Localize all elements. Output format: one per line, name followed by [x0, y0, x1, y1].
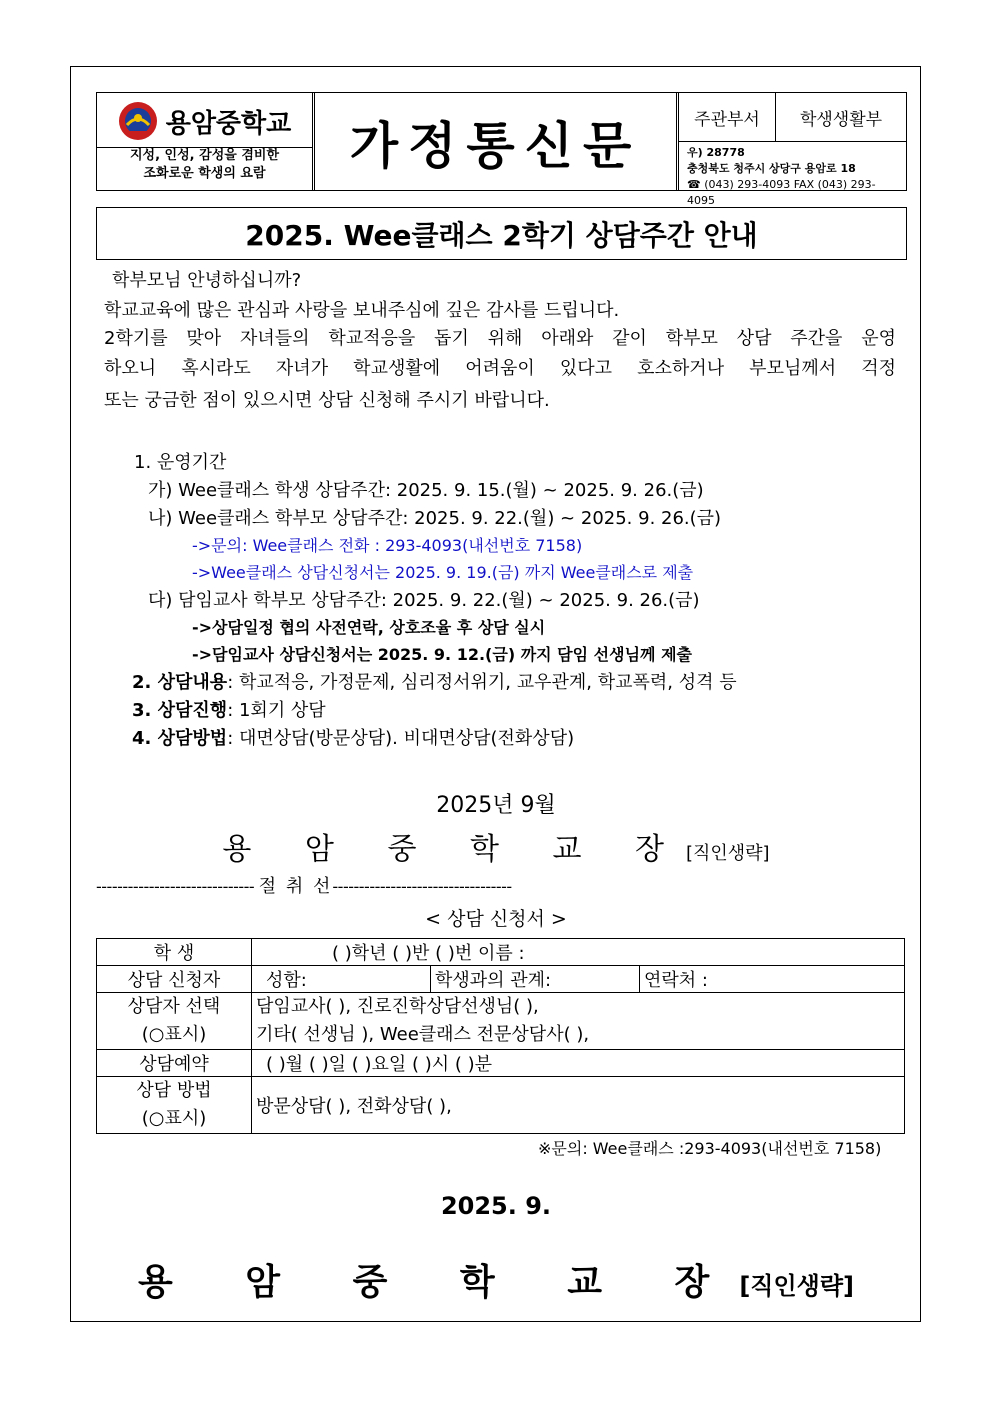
intro-line-4: 하오니 혹시라도 자녀가 학교생활에 어려움이 있다고 호소하거나 부모님께서 걱정 [104, 358, 896, 379]
sign2-principal-row [0, 1254, 992, 1305]
inquiry-note: ※문의: Wee클래스 :293-4093(내선번호 7158) [538, 1139, 882, 1158]
doc-title-block [315, 93, 679, 190]
dept-label: 주관부서 [679, 93, 776, 141]
school-name-row [97, 99, 312, 148]
form-counselor-line-1: 담임교사( ), 진로진학상담선생님( ), [256, 996, 539, 1017]
section-4-text: : 대면상담(방문상담). 비대면상담(전화상담) [227, 728, 575, 749]
form-reservation-field[interactable]: ( )월 ( )일 ( )요일 ( )시 ( )분 [252, 1050, 905, 1077]
cut-line-left: ------------------------------ [96, 877, 255, 896]
school-motto [97, 147, 312, 183]
intro-line-5: 또는 궁금한 점이 있으시면 상담 신청해 주시기 바랍니다. [104, 390, 550, 411]
consult-form [96, 938, 905, 1134]
dept-block [679, 93, 906, 207]
school-name: 용암중학교 [165, 108, 292, 139]
form-applicant-name[interactable]: 성함: [252, 966, 431, 993]
address: 충청북도 청주시 상당구 용암로 18 [687, 162, 856, 175]
notice-title: 2025. Wee클래스 2학기 상담주간 안내 [96, 207, 907, 260]
form-counselor-line-2: 기타( 선생님 ), Wee클래스 전문상담사( ), [256, 1024, 590, 1045]
form-row-reservation [97, 1050, 905, 1077]
section-2-text: : 학교적응, 가정문제, 심리정서위기, 교우관계, 학교폭력, 성격 등 [227, 672, 737, 693]
section-4 [132, 724, 574, 750]
cut-line [96, 872, 512, 898]
item-b-inquiry: ->문의: Wee클래스 전화 : 293-4093(내선번호 7158) [192, 536, 583, 555]
form-label-method-1: 상담 방법 [136, 1080, 212, 1101]
dept-row [679, 93, 906, 142]
form-label-counselor [97, 993, 252, 1050]
sign2-seal: [직인생략] [739, 1272, 854, 1300]
header-box [96, 92, 907, 207]
sign-seal: [직인생략] [685, 843, 770, 864]
sign-principal-row [0, 824, 992, 868]
section-3-label: 3. 상담진행 [132, 700, 228, 721]
item-c-note-2: ->담임교사 상담신청서는 2025. 9. 12.(금) 까지 담임 선생님께 제출 [192, 645, 692, 664]
section-2-label: 2. 상담내용 [132, 672, 228, 693]
form-label-reservation: 상담예약 [97, 1050, 252, 1077]
item-b-deadline: ->Wee클래스 상담신청서는 2025. 9. 19.(금) 까지 Wee클래스로 제출 [192, 563, 694, 582]
sign2-date: 2025. 9. [440, 1192, 552, 1220]
section-2 [132, 668, 737, 694]
cut-line-right: ---------------------------------- [332, 877, 512, 896]
section-3-text: : 1회기 상담 [227, 700, 326, 721]
contact-numbers: ☎ (043) 293-4093 FAX (043) 293-4095 [687, 178, 876, 207]
motto-line-1: 지성, 인성, 감성을 겸비한 [129, 148, 280, 163]
item-c-note-1: ->상담일정 협의 사전연락, 상호조율 후 상담 실시 [192, 618, 546, 637]
address-block [687, 145, 902, 209]
intro-line-3: 2학기를 맞아 자녀들의 학교적응을 돕기 위해 아래와 같이 학부모 상담 주간을 운영 [104, 328, 896, 349]
form-row-method [97, 1077, 905, 1134]
cut-line-label: 절 취 선 [258, 876, 333, 897]
form-applicant-contact[interactable]: 연락처 : [640, 966, 905, 993]
intro-line-2: 학교교육에 많은 관심과 사랑을 보내주심에 깊은 감사를 드립니다. [104, 300, 620, 321]
form-title: < 상담 신청서 > [425, 908, 567, 930]
form-label-student: 학 생 [97, 939, 252, 966]
form-label-counselor-1: 상담자 선택 [127, 996, 221, 1017]
item-b: 나) Wee클래스 학부모 상담주간: 2025. 9. 22.(월) ~ 2025. 9. 26.(금) [148, 508, 722, 529]
form-label-counselor-2: (○표시) [141, 1024, 207, 1045]
form-row-student [97, 939, 905, 966]
form-applicant-relation[interactable]: 학생과의 관계: [431, 966, 640, 993]
sign-date: 2025년 9월 [436, 793, 556, 818]
form-method-field[interactable]: 방문상담( ), 전화상담( ), [252, 1077, 905, 1134]
item-a: 가) Wee클래스 학생 상담주간: 2025. 9. 15.(월) ~ 2025. 9. 26.(금) [148, 480, 704, 501]
postal-code: 우) 28778 [687, 146, 745, 159]
section-4-label: 4. 상담방법 [132, 728, 228, 749]
form-row-counselor [97, 993, 905, 1050]
form-label-method-2: (○표시) [141, 1108, 207, 1129]
doc-title: 가정통신문 [349, 116, 642, 175]
section-3 [132, 696, 326, 722]
form-label-method [97, 1077, 252, 1134]
school-block [97, 93, 315, 190]
sign-principal: 용 암 중 학 교 장 [222, 832, 686, 867]
form-label-applicant: 상담 신청자 [97, 966, 252, 993]
section-1-title: 1. 운영기간 [134, 452, 227, 473]
form-student-field[interactable]: ( )학년 ( )반 ( )번 이름 : [252, 939, 905, 966]
item-c: 다) 담임교사 학부모 상담주간: 2025. 9. 22.(월) ~ 2025. 9. 26.(금) [148, 590, 700, 611]
motto-line-2: 조화로운 학생의 요람 [143, 166, 266, 181]
form-row-applicant [97, 966, 905, 993]
dept-value: 학생생활부 [799, 109, 883, 130]
school-logo-icon [118, 101, 158, 141]
form-counselor-field[interactable] [252, 993, 905, 1050]
greeting: 학부모님 안녕하십니까? [112, 270, 302, 291]
sign2-principal: 용 암 중 학 교 장 [137, 1262, 740, 1303]
